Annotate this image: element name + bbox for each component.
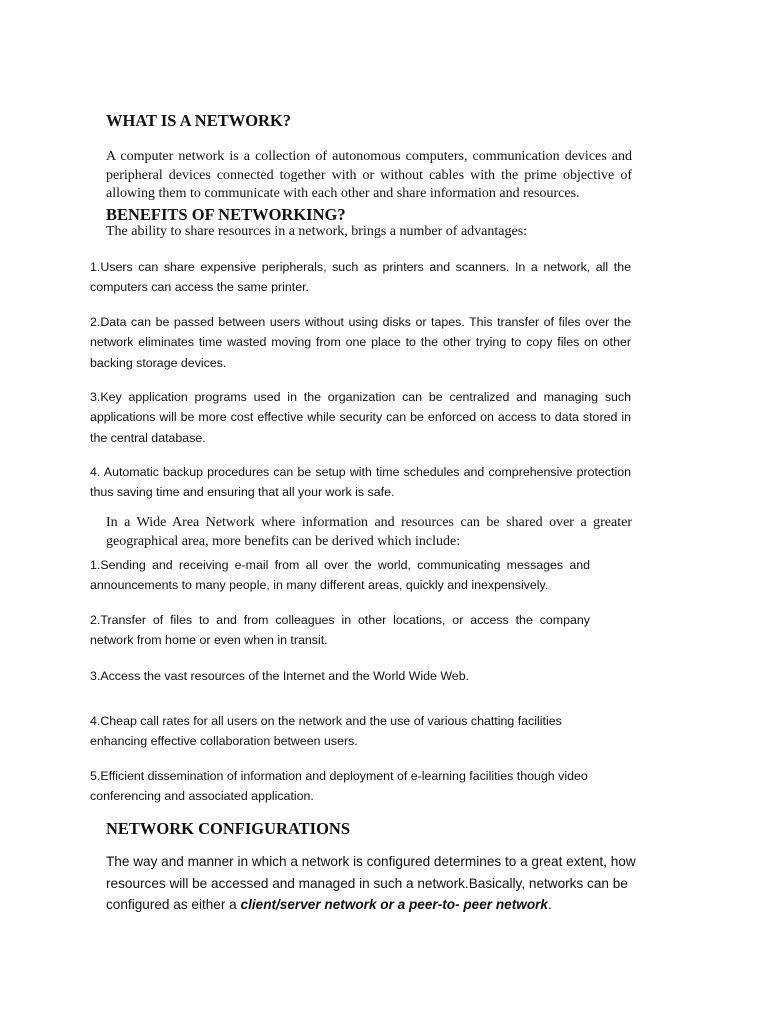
heading-network-configurations: NETWORK CONFIGURATIONS xyxy=(106,819,351,838)
benefit-item-1: 1.Users can share expensive peripherals, such as printers and scanners. In a network, all the computers can access the same printer. xyxy=(90,260,631,295)
config-body-text: The way and manner in which a network is configured determines to a great extent, how resources will be accessed and managed in such a network.Basically, networks can be configured as either a xyxy=(106,854,636,912)
wan-item-3: 3.Access the vast resources of the Internet and the World Wide Web. xyxy=(90,669,470,683)
benefit-item-3: 3.Key application programs used in the organization can be centralized and managing such applications will be more cost effective while security can be enforced on access to data stored in the central database. xyxy=(90,390,631,445)
heading-benefits-of-networking: BENEFITS OF NETWORKING? xyxy=(106,205,346,224)
network-configurations-paragraph xyxy=(106,851,654,916)
wan-item-2: 2.Transfer of files to and from colleagues in other locations, or access the company network from home or even when in transit. xyxy=(90,613,590,648)
network-definition-paragraph: A computer network is a collection of autonomous computers, communication devices and peripheral devices connected together with or without cables with the prime objective of allowing them to communicate with each other and share information and resources. xyxy=(106,149,632,201)
benefit-item-4: 4. Automatic backup procedures can be setup with time schedules and comprehensive protection thus saving time and ensuring that all your work is safe. xyxy=(90,465,631,500)
benefits-intro: The ability to share resources in a network, brings a number of advantages: xyxy=(106,224,528,239)
heading-what-is-a-network: WHAT IS A NETWORK? xyxy=(106,111,292,130)
wan-item-4: 4.Cheap call rates for all users on the network and the use of various chatting facilities enhancing effective collaboration between users. xyxy=(90,714,562,749)
config-emphasis-text: client/server network or a peer-to- peer network xyxy=(240,897,548,912)
benefit-item-2: 2.Data can be passed between users without using disks or tapes. This transfer of files over the network eliminates time wasted moving from one place to the other trying to copy files on other backing storage devices. xyxy=(90,315,631,370)
config-end-text: . xyxy=(547,897,552,912)
wan-item-5: 5.Efficient dissemination of information and deployment of e-learning facilities though video conferencing and associated application. xyxy=(90,769,588,804)
wan-intro-paragraph: In a Wide Area Network where information and resources can be shared over a greater geographical area, more benefits can be derived which include: xyxy=(106,515,632,549)
wan-item-1: 1.Sending and receiving e-mail from all over the world, communicating messages and announcements to many people, in many different areas, quickly and inexpensively. xyxy=(90,558,590,593)
